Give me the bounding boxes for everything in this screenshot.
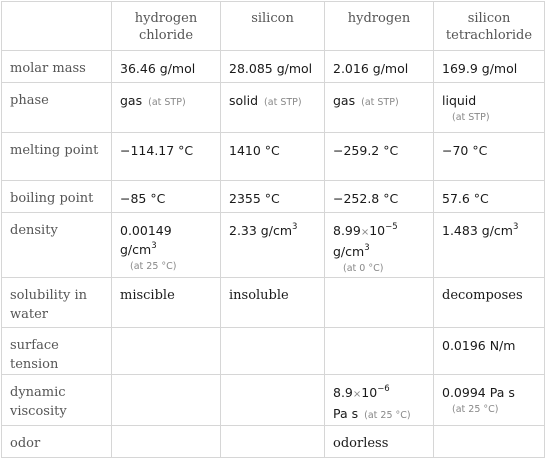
- cell-h-molar-mass: 2.016 g/mol: [325, 51, 434, 83]
- cell-si-melting-point: 1410 °C: [221, 133, 325, 181]
- density-number: 0.00149: [120, 223, 172, 238]
- cell-h-viscosity: [325, 375, 434, 426]
- cell-h-solubility: [325, 278, 434, 328]
- label-density: density: [2, 213, 112, 278]
- label-molar-mass: molar mass: [2, 51, 112, 83]
- cell-si-phase: [221, 83, 325, 133]
- cell-hcl-solubility: miscible: [112, 278, 221, 328]
- times-sign: ×: [360, 227, 370, 238]
- viscosity-exponent: −6: [377, 383, 390, 394]
- density-exponent: −5: [385, 221, 398, 232]
- row-density: [2, 213, 545, 278]
- label-phase: phase: [2, 83, 112, 133]
- cell-sicl4-phase: [434, 83, 545, 133]
- label-viscosity: dynamic viscosity: [2, 375, 112, 426]
- header-corner: [2, 2, 112, 51]
- cell-sicl4-odor: [434, 426, 545, 458]
- header-hydrogen: hydrogen: [325, 2, 434, 51]
- phase-value: gas: [333, 93, 356, 108]
- viscosity-base: 10: [361, 385, 378, 400]
- phase-value: solid: [229, 93, 259, 108]
- cell-hcl-phase: [112, 83, 221, 133]
- header-silicon: silicon: [221, 2, 325, 51]
- cell-h-surface-tension: [325, 328, 434, 375]
- density-mantissa: 8.99: [333, 223, 361, 238]
- cell-h-density: [325, 213, 434, 278]
- label-boiling-point: boiling point: [2, 181, 112, 213]
- row-boiling-point: [2, 181, 545, 213]
- header-silicon-tetrachloride: silicon tetrachloride: [434, 2, 545, 51]
- header-hydrogen-chloride: hydrogen chloride: [112, 2, 221, 51]
- viscosity-unit: Pa s: [333, 406, 359, 421]
- row-odor: [2, 426, 545, 458]
- density-unit-exponent: 3: [364, 242, 370, 253]
- cell-si-viscosity: [221, 375, 325, 426]
- phase-value: liquid: [442, 93, 477, 108]
- viscosity-value: 0.0994 Pa s: [442, 385, 515, 400]
- density-unit: g/cm: [120, 242, 152, 257]
- cell-hcl-odor: [112, 426, 221, 458]
- cell-sicl4-viscosity: [434, 375, 545, 426]
- viscosity-note: (at 25 °C): [364, 410, 411, 421]
- cell-h-phase: [325, 83, 434, 133]
- density-unit-exponent: 3: [151, 240, 157, 251]
- row-molar-mass: [2, 51, 545, 83]
- row-surface-tension: [2, 328, 545, 375]
- cell-sicl4-molar-mass: 169.9 g/mol: [434, 51, 545, 83]
- label-solubility: solubility in water: [2, 278, 112, 328]
- cell-sicl4-melting-point: −70 °C: [434, 133, 545, 181]
- cell-si-odor: [221, 426, 325, 458]
- times-sign: ×: [352, 389, 362, 400]
- phase-value: gas: [120, 93, 143, 108]
- cell-si-boiling-point: 2355 °C: [221, 181, 325, 213]
- cell-h-boiling-point: −252.8 °C: [325, 181, 434, 213]
- viscosity-note: (at 25 °C): [452, 404, 499, 415]
- density-base: 10: [369, 223, 386, 238]
- phase-note: (at STP): [264, 97, 302, 108]
- row-phase: [2, 83, 545, 133]
- cell-hcl-molar-mass: 36.46 g/mol: [112, 51, 221, 83]
- row-viscosity: [2, 375, 545, 426]
- density-value: 2.33 g/cm: [229, 223, 293, 238]
- cell-h-odor: odorless: [325, 426, 434, 458]
- phase-note: (at STP): [452, 112, 490, 123]
- cell-sicl4-density: [434, 213, 545, 278]
- density-unit-exponent: 3: [292, 221, 298, 232]
- cell-sicl4-solubility: decomposes: [434, 278, 545, 328]
- label-surface-tension: surface tension: [2, 328, 112, 375]
- cell-hcl-density: [112, 213, 221, 278]
- cell-hcl-melting-point: −114.17 °C: [112, 133, 221, 181]
- density-unit: g/cm: [333, 244, 365, 259]
- label-melting-point: melting point: [2, 133, 112, 181]
- viscosity-mantissa: 8.9: [333, 385, 353, 400]
- cell-si-surface-tension: [221, 328, 325, 375]
- cell-si-density: [221, 213, 325, 278]
- density-unit-exponent: 3: [512, 221, 519, 232]
- row-melting-point: [2, 133, 545, 181]
- cell-sicl4-boiling-point: 57.6 °C: [434, 181, 545, 213]
- phase-note: (at STP): [361, 97, 399, 108]
- row-solubility: [2, 278, 545, 328]
- cell-hcl-boiling-point: −85 °C: [112, 181, 221, 213]
- density-note: (at 0 °C): [343, 263, 384, 274]
- density-note: (at 25 °C): [130, 261, 177, 272]
- density-value: 1.483 g/cm: [442, 223, 513, 238]
- cell-hcl-surface-tension: [112, 328, 221, 375]
- phase-note: (at STP): [148, 97, 186, 108]
- cell-hcl-viscosity: [112, 375, 221, 426]
- header-row: [2, 2, 545, 51]
- cell-si-molar-mass: 28.085 g/mol: [221, 51, 325, 83]
- cell-h-melting-point: −259.2 °C: [325, 133, 434, 181]
- label-odor: odor: [2, 426, 112, 458]
- cell-sicl4-surface-tension: 0.0196 N/m: [434, 328, 545, 375]
- properties-table: [1, 1, 545, 458]
- cell-si-solubility: insoluble: [221, 278, 325, 328]
